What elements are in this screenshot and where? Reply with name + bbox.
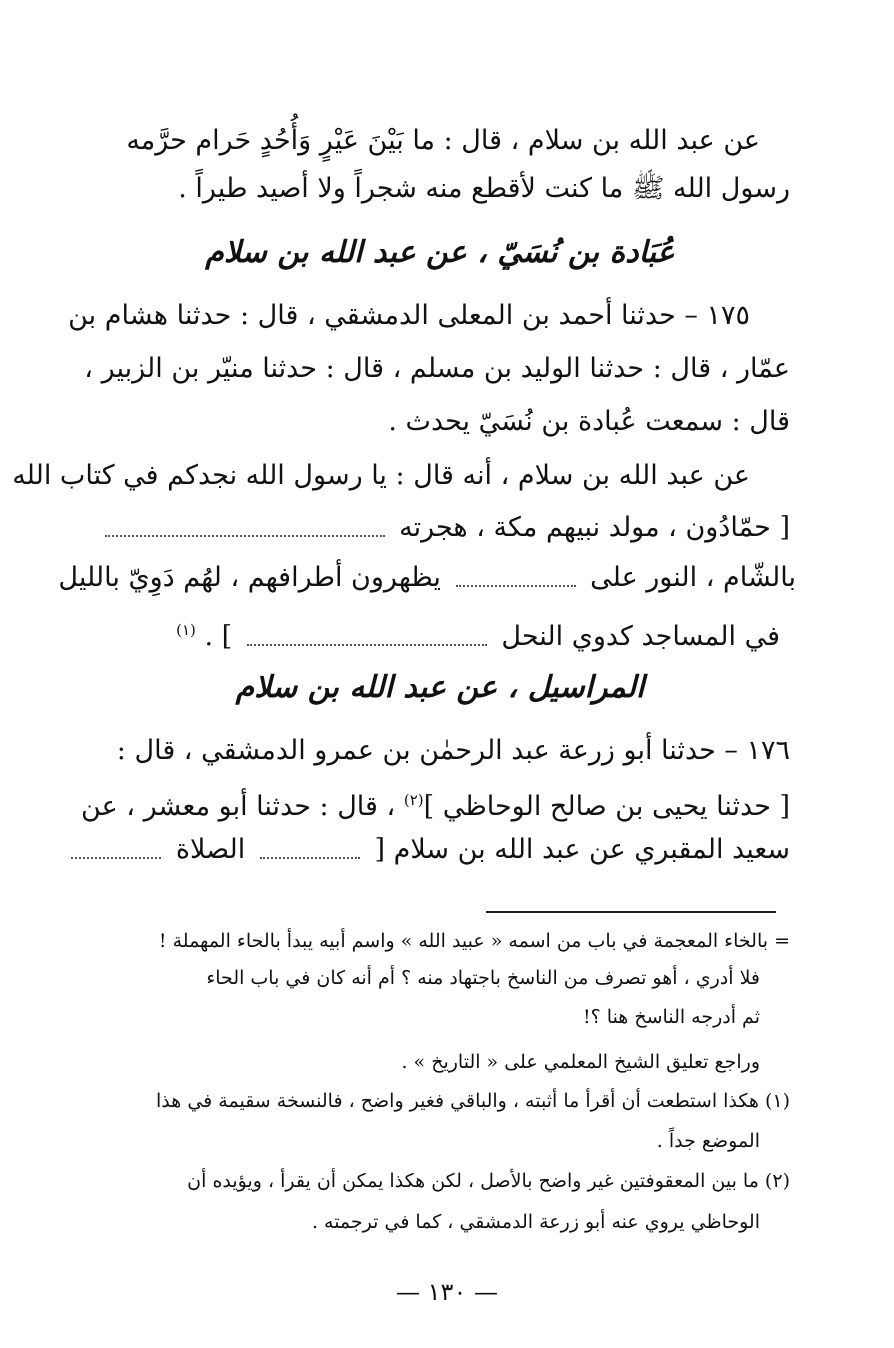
body-line-12-start: سعيد المقبري عن عبد الله بن سلام [: [374, 834, 790, 865]
body-line-4: عمّار ، قال : حدثنا الوليد بن مسلم ، قال : حدثنا منيّر بن الزبير ،: [84, 353, 790, 384]
body-line-3: ١٧٥ – حدثنا أحمد بن المعلى الدمشقي ، قال : حدثنا هشام بن: [68, 300, 750, 331]
body-line-8: [58, 558, 796, 598]
footnote-ref-2: (٢): [403, 791, 424, 809]
body-line-9: [90, 610, 780, 650]
page-number: — ١٣٠ —: [396, 1278, 498, 1306]
body-line-5: قال : سمعت عُبادة بن نُسَيّ يحدث .: [388, 406, 790, 437]
body-line-6: عن عبد الله بن سلام ، أنه قال : يا رسول الله نجدكم في كتاب الله: [12, 460, 750, 491]
footnote-line-3: ثم أدرجه الناسخ هنا ؟!: [583, 1006, 760, 1028]
body-line-9-end: ] .: [204, 621, 233, 652]
body-line-7-text: [ حمّادُون ، مولد نبيهم مكة ، هجرته: [399, 512, 790, 543]
footnote-ref-1: (١): [176, 621, 196, 639]
body-line-7: [90, 508, 790, 548]
illegible-gap: [105, 521, 385, 537]
footnote-line-5: (١) هكذا استطعت أن أقرأ ما أثبته ، والباقي فغير واضح ، فالنسخة سقيمة في هذا: [156, 1090, 790, 1112]
body-line-9-start: في المساجد كدوي النحل: [501, 621, 780, 652]
footnote-line-7: (٢) ما بين المعقوفتين غير واضح بالأصل ، لكن هكذا يمكن أن يقرأ ، ويؤيده أن: [187, 1170, 790, 1192]
footnote-line-8: الوحاظي يروي عنه أبو زرعة الدمشقي ، كما في ترجمته .: [311, 1211, 760, 1233]
footnote-line-1: = بالخاء المعجمة في باب من اسمه « عبيد الله » واسم أبيه يبدأ بالحاء المهملة !: [158, 930, 790, 952]
body-line-11: [81, 780, 790, 822]
section-heading-1: عُبَادة بن نُسَيّ ، عن عبد الله بن سلام: [205, 235, 675, 270]
footnote-line-4: وراجع تعليق الشيخ المعلمي على « التاريخ » .: [401, 1051, 760, 1073]
illegible-gap: [456, 571, 576, 587]
body-line-11-start: [ حدثنا يحيى بن صالح الوحاظي ]: [423, 791, 790, 822]
body-line-1: عن عبد الله بن سلام ، قال : ما بَيْنَ عَيْرٍ وَأُحُدٍ حَرام حرَّمه: [126, 125, 760, 156]
illegible-gap: [247, 630, 487, 646]
body-line-8-start: بالشّام ، النور على: [590, 562, 796, 593]
section-heading-2: المراسيل ، عن عبد الله بن سلام: [235, 670, 645, 705]
illegible-gap: [260, 843, 360, 859]
body-line-12: [80, 830, 790, 870]
body-line-8-end: يظهرون أطرافهم ، لهُم دَوِيّ بالليل: [58, 562, 441, 593]
body-line-10: ١٧٦ – حدثنا أبو زرعة عبد الرحمٰن بن عمرو الدمشقي ، قال :: [116, 735, 790, 766]
body-line-12-word: الصلاة: [175, 834, 246, 865]
footnote-separator: [486, 911, 776, 913]
footnote-line-6: الموضع جداً .: [656, 1130, 760, 1152]
body-line-11-end: ، قال : حدثنا أبو معشر ، عن: [81, 791, 396, 822]
body-line-2: رسول الله ﷺ ما كنت لأقطع منه شجراً ولا أصيد طيراً .: [178, 173, 790, 204]
footnote-line-2: فلا أدري ، أهو تصرف من الناسخ باجتهاد منه ؟ أم أنه كان في باب الحاء: [206, 967, 760, 989]
illegible-gap: [71, 843, 161, 859]
